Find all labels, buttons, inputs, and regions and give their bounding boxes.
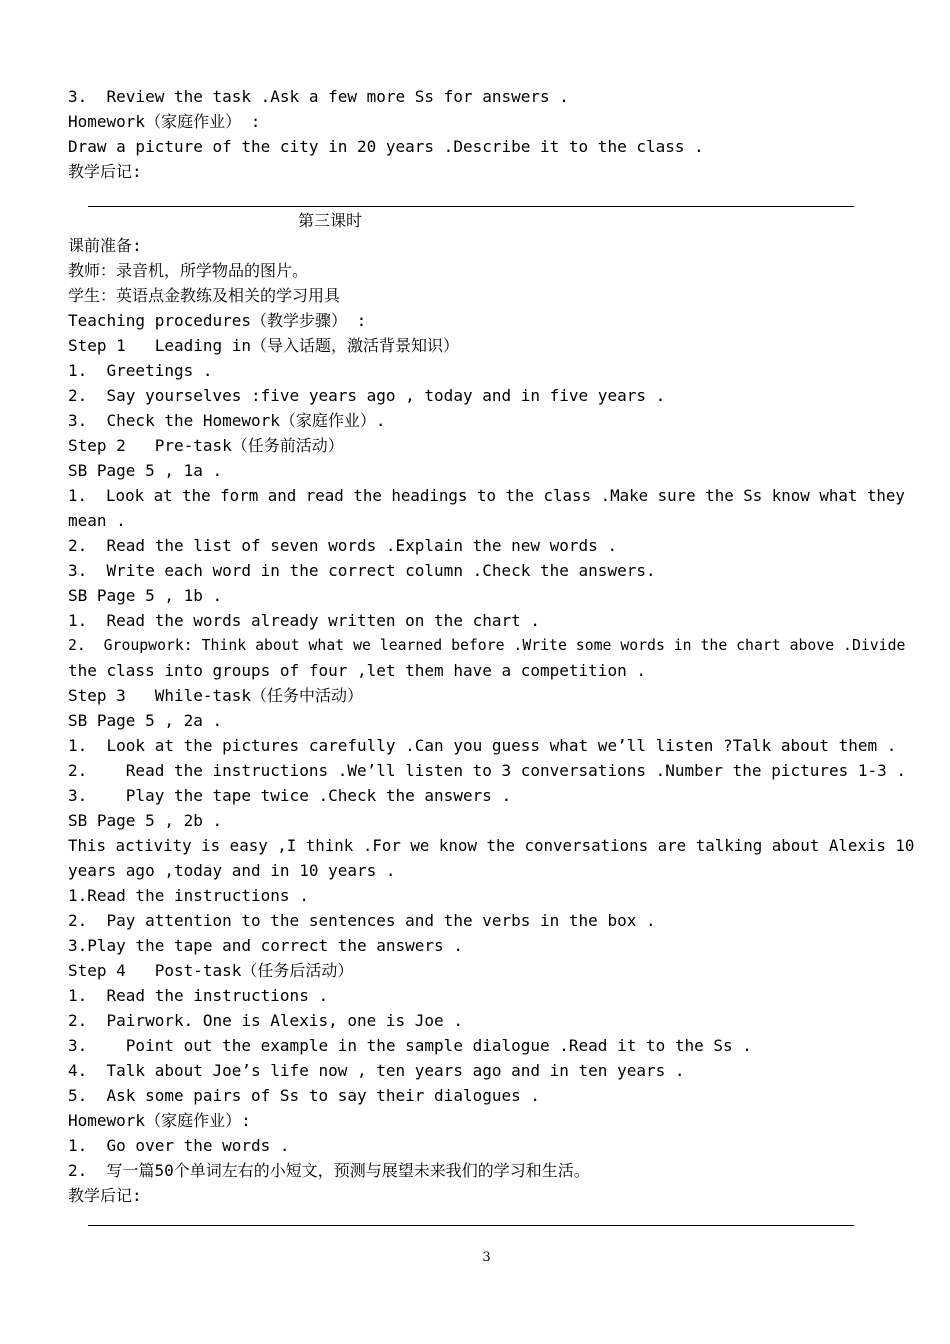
list-item: 1. Go over the words . xyxy=(68,1136,290,1155)
list-item-continuation: the class into groups of four ,let them have a competition . xyxy=(68,661,646,680)
homework-task-line: Draw a picture of the city in 20 years .Describe it to the class . xyxy=(68,137,704,156)
prep-heading: 课前准备: xyxy=(68,236,142,255)
section-divider-bottom xyxy=(88,1225,854,1226)
step-3-heading: Step 3 While-task（任务中活动） xyxy=(68,686,364,705)
section-divider-top xyxy=(88,206,854,207)
list-item: 1. Greetings . xyxy=(68,361,213,380)
teaching-notes-label: 教学后记: xyxy=(68,162,142,181)
homework-heading: Homework（家庭作业）: xyxy=(68,1111,251,1130)
procedures-heading: Teaching procedures（教学步骤） : xyxy=(68,311,367,330)
list-item: 1. Read the words already written on the chart . xyxy=(68,611,541,630)
step-2-heading: Step 2 Pre-task（任务前活动） xyxy=(68,436,344,455)
list-item: 2. Read the instructions .We’ll listen to 3 conversations .Number the pictures 1-3 . xyxy=(68,761,907,780)
sb-page-ref: SB Page 5 , 1a . xyxy=(68,461,223,480)
sb-page-ref: SB Page 5 , 1b . xyxy=(68,586,223,605)
student-prep-line: 学生：英语点金教练及相关的学习用具 xyxy=(68,286,341,305)
step-1-heading: Step 1 Leading in（导入话题，激活背景知识） xyxy=(68,336,460,355)
lesson-title: 第三课时 xyxy=(298,211,363,230)
list-item: 3.Play the tape and correct the answers . xyxy=(68,936,463,955)
list-item: 2. Read the list of seven words .Explain the new words . xyxy=(68,536,618,555)
sb-page-ref: SB Page 5 , 2a . xyxy=(68,711,223,730)
list-item: 2. Say yourselves :five years ago , today and in five years . xyxy=(68,386,666,405)
list-item: 2. Groupwork: Think about what we learned before .Write some words in the chart above .Divide xyxy=(68,637,906,654)
homework-heading: Homework（家庭作业） : xyxy=(68,112,261,131)
review-task-line: 3. Review the task .Ask a few more Ss for answers . xyxy=(68,87,569,106)
list-item: 4. Talk about Joe’s life now , ten years ago and in ten years . xyxy=(68,1061,685,1080)
list-item: 2. Pay attention to the sentences and the verbs in the box . xyxy=(68,911,656,930)
teacher-prep-line: 教师：录音机，所学物品的图片。 xyxy=(68,261,309,280)
paragraph-line: years ago ,today and in 10 years . xyxy=(68,861,396,880)
sb-page-ref: SB Page 5 , 2b . xyxy=(68,811,223,830)
list-item: 1. Look at the pictures carefully .Can you guess what we’ll listen ?Talk about them . xyxy=(68,736,897,755)
list-item: 1.Read the instructions . xyxy=(68,886,309,905)
list-item: 3. Play the tape twice .Check the answers . xyxy=(68,786,512,805)
list-item: 3. Point out the example in the sample dialogue .Read it to the Ss . xyxy=(68,1036,752,1055)
page-number: 3 xyxy=(482,1250,491,1265)
step-4-heading: Step 4 Post-task（任务后活动） xyxy=(68,961,354,980)
list-item: 3. Check the Homework（家庭作业）. xyxy=(68,411,386,430)
list-item: 1. Look at the form and read the headings to the class .Make sure the Ss know what they xyxy=(68,486,905,505)
teaching-notes-label: 教学后记: xyxy=(68,1186,142,1205)
paragraph-line: This activity is easy ,I think .For we know the conversations are talking about Alexis 10 xyxy=(68,836,915,855)
list-item: 2. Pairwork. One is Alexis, one is Joe . xyxy=(68,1011,463,1030)
list-item: 3. Write each word in the correct column .Check the answers. xyxy=(68,561,656,580)
list-item: 1. Read the instructions . xyxy=(68,986,329,1005)
list-item-continuation: mean . xyxy=(68,511,126,530)
list-item: 5. Ask some pairs of Ss to say their dialogues . xyxy=(68,1086,541,1105)
list-item: 2. 写一篇50个单词左右的小短文，预测与展望未来我们的学习和生活。 xyxy=(68,1161,590,1180)
